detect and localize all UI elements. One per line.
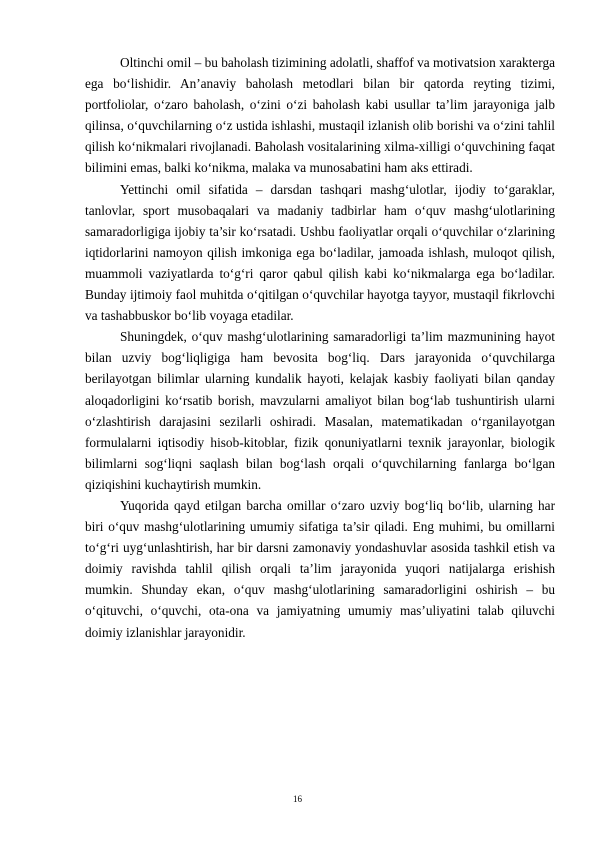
paragraph-evaluation-system: Oltinchi omil – bu baholash tizimining adolatli, shaffof va motivatsion xarakterga ega bo‘lishidir. An’anaviy baholash metodlari bilan bir qatorda reyting tizimi, portfoliolar, o‘zaro baholash, o‘zini o‘zi baholash kabi usullar ta’lim jarayoniga jalb qilinsa, o‘quvchilarning o‘z ustida ishlashi, mustaqil izlanish olib borishi va o‘zini tahlil qilish ko‘nikmalari rivojlanadi. Baholash vositalarining xilma-xilligi o‘quvchining faqat bilimini emas, balki ko‘nikma, malaka va munosabatini ham aks ettiradi. [85, 55, 555, 176]
paragraph-life-connection: Shuningdek, o‘quv mashg‘ulotlarining samaradorligi ta’lim mazmunining hayot bilan uzviy bog‘liqligiga ham bevosita bog‘liq. Dars jarayonida o‘quvchilarga berilayotgan bilimlar ularning kundalik hayoti, kelajak kasbiy faoliyati bilan qanday aloqadorligini ko‘rsatib borish, mavzularni amaliyot bilan bog‘lab tushuntirish ularni o‘zlashtirish darajasini sezilarli oshiradi. Masalan, matematikadan o‘rganilayotgan formulalarni iqtisodiy hisob-kitoblar, fizik qonuniyatlarni texnik jarayonlar, biologik bilimlarni sog‘liqni saqlash bilan bog‘lash orqali o‘quvchilarning fanlarga bo‘lgan qiziqishini kuchaytirish mumkin. [85, 329, 555, 492]
document-body [85, 52, 555, 643]
paragraph-conclusion: Yuqorida qayd etilgan barcha omillar o‘zaro uzviy bog‘liq bo‘lib, ularning har biri o‘quv mashg‘ulotlarining umumiy sifatiga ta’sir qiladi. Eng muhimi, bu omillarni to‘g‘ri uyg‘unlashtirish, har bir darsni zamonaviy yondashuvlar asosida tashkil etish va doimiy ravishda tahlil qilish orqali ta’lim jarayonida yuqori natijalarga erishish mumkin. Shunday ekan, o‘quv mashg‘ulotlarining samaradorligini oshirish – bu o‘qituvchi, o‘quvchi, ota-ona va jamiyatning umumiy mas’uliyatini talab qiluvchi doimiy izlanishlar jarayonidir. [85, 497, 555, 640]
paragraph-extracurricular: Yettinchi omil sifatida – darsdan tashqari mashg‘ulotlar, ijodiy to‘garaklar, tanlovlar, sport musobaqalari va madaniy tadbirlar ham o‘quv mashg‘ulotlarining samaradorligiga ijobiy ta’sir ko‘rsatadi. Ushbu faoliyatlar orqali o‘quvchilar o‘zlarining iqtidorlarini namoyon qilish imkoniga ega bo‘ladilar, jamoada ishlash, muloqot qilish, muammoli vaziyatlarda to‘g‘ri qaror qabul qilish kabi ko‘nikmalarga ega bo‘ladilar. Bunday ijtimoiy faol muhitda o‘qitilgan o‘quvchilar hayotga tayyor, mustaqil fikrlovchi va tashabbuskor bo‘lib voyaga etadilar. [85, 181, 555, 324]
page-number: 16 [293, 794, 302, 804]
